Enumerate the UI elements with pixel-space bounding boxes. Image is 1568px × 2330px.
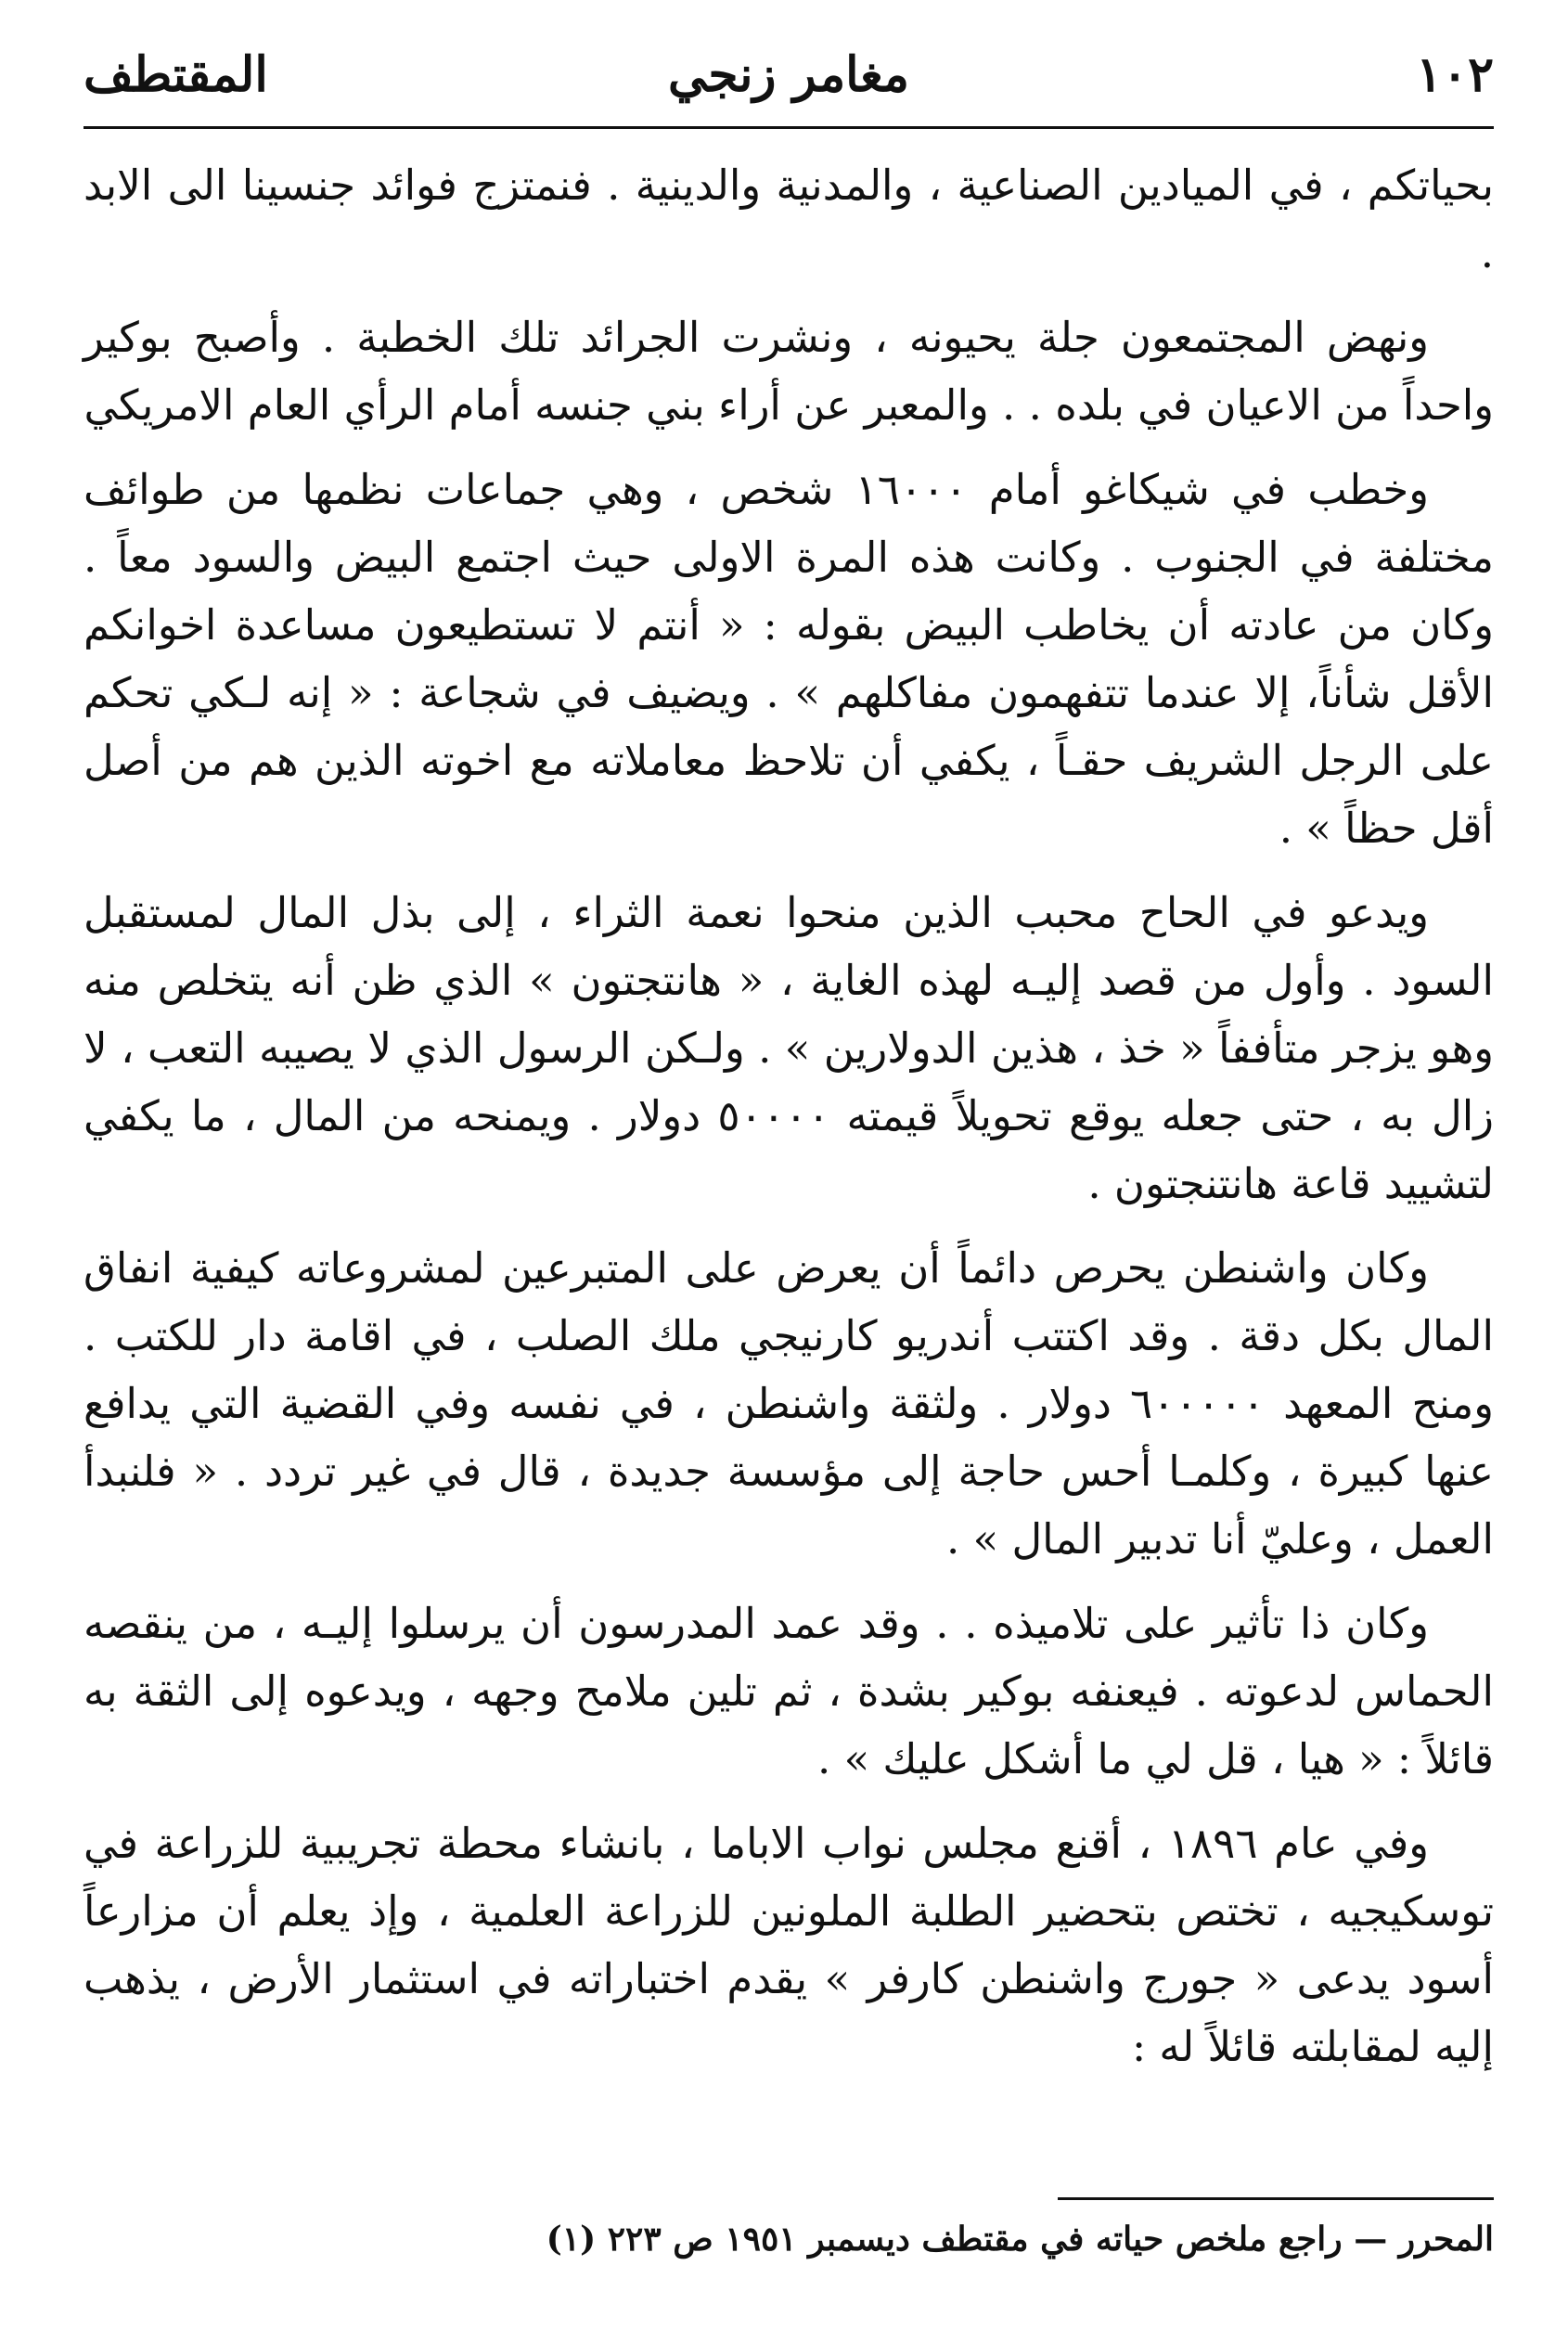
paragraph-4: ويدعو في الحاح محبب الذين منحوا نعمة الثراء ، إلى بذل المال لمستقبل السود . وأول من قصد إليـه لهذه الغاية ، « هانتجتون » الذي ظن أنه يتخلص منه وهو يزجر متأففاً « خذ ، هذين الدولارين » . ولـكن الرسول الذي لا يصيبه التعب ، لا زال به ، حتى جعله يوقع تحويلاً قيمته ٥٠٠٠٠ دولار . ويمنحه من المال ، ما يكفي لتشييد قاعة هانتنجتون . xyxy=(84,888,1494,1208)
page-number: ١٠٢ xyxy=(1416,46,1494,103)
paragraph-2: ونهض المجتمعون جلة يحيونه ، ونشرت الجرائد تلك الخطبة . وأصبح بوكير واحداً من الاعيان في بلده . . والمعبر عن أراء بني جنسه أمام الرأي العام الامريكي xyxy=(84,313,1494,430)
paragraph-1: بحياتكم ، في الميادين الصناعية ، والمدنية والدينية . فنمتزج فوائد جنسينا الى الابد . xyxy=(84,161,1494,277)
paragraph-5: وكان واشنطن يحرص دائماً أن يعرض على المتبرعين لمشروعاته كيفية انفاق المال بكل دقة . وقد اكتتب أندريو كارنيجي ملك الصلب ، في اقامة دار للكتب . ومنح المعهد ٦٠٠٠٠٠ دولار . ولثقة واشنطن ، في نفسه وفي القضية التي يدافع عنها كبيرة ، وكلمـا أحس حاجة إلى مؤسسة جديدة ، قال في غير تردد . « فلنبدأ العمل ، وعليّ أنا تدبير المال » . xyxy=(84,1243,1494,1564)
footnote-rule xyxy=(1058,2197,1494,2200)
article-title: مغامر زنجي xyxy=(668,46,909,103)
paragraph-6: وكان ذا تأثير على تلاميذه . . وقد عمد المدرسون أن يرسلوا إليـه ، من ينقصه الحماس لدعوته . فيعنفه بوكير بشدة ، ثم تلين ملامح وجهه ، ويدعوه إلى الثقة به قائلاً : « هيا ، قل لي ما أشكل عليك » . xyxy=(84,1599,1494,1783)
running-head xyxy=(84,37,1494,129)
paragraph-7: وفي عام ١٨٩٦ ، أقنع مجلس نواب الاباما ، بانشاء محطة تجريبية للزراعة في توسكيجيه ، تختص بتحضير الطلبة الملونين للزراعة العلمية ، وإذ يعلم أن مزارعاً أسود يدعى « جورج واشنطن كارفر » يقدم اختباراته في استثمار الأرض ، يذهب إليه لمقابلته قائلاً له : xyxy=(84,1819,1494,2071)
body-text xyxy=(84,151,1494,2080)
journal-name: المقتطف xyxy=(84,46,268,103)
paragraph-3: وخطب في شيكاغو أمام ١٦٠٠٠ شخص ، وهي جماعات نظمها من طوائف مختلفة في الجنوب . وكانت هذه المرة الاولى حيث اجتمع البيض والسود معاً . وكان من عادته أن يخاطب البيض بقوله : « أنتم لا تستطيعون مساعدة اخوانكم الأقل شأناً، إلا عندما تتفهمون مفاكلهم » . ويضيف في شجاعة : « إنه لـكي تحكم على الرجل الشريف حقـاً ، يكفي أن تلاحظ معاملاته مع اخوته الذين هم من أصل أقل حظاً » . xyxy=(84,465,1494,853)
footnote: (١) المحرر — راجع ملخص حياته في مقتطف ديسمبر ١٩٥١ ص ٢٢٣ xyxy=(546,2220,1494,2259)
